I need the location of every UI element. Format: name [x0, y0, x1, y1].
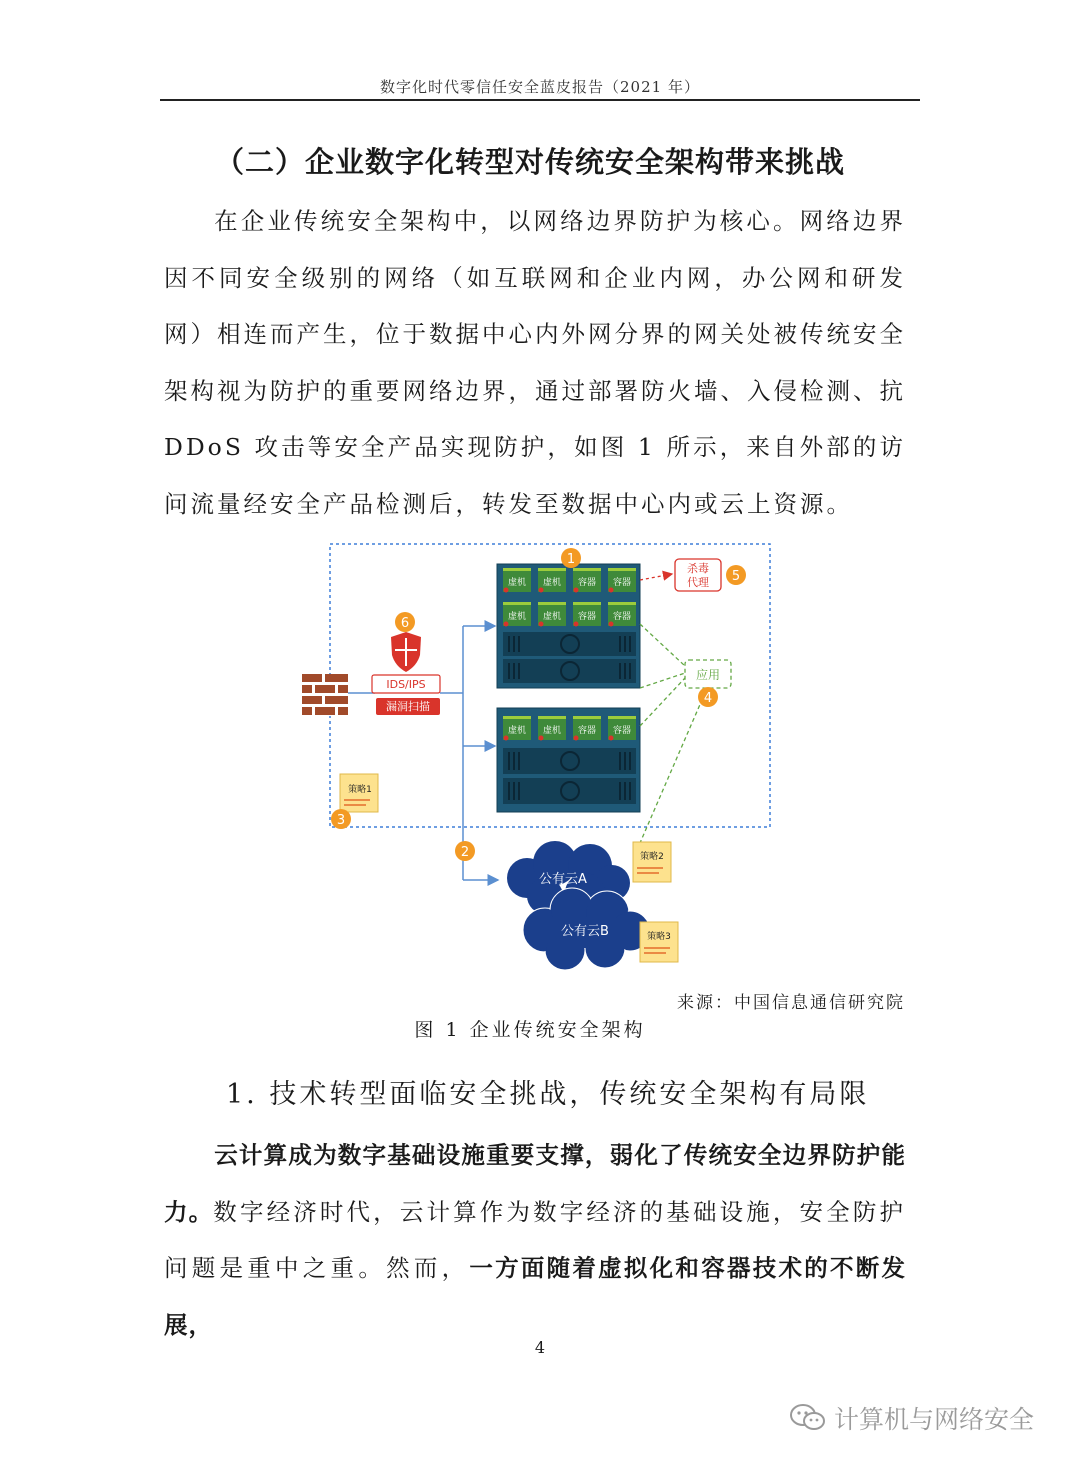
vm-label: 虚机 — [542, 578, 562, 588]
header-divider — [160, 99, 920, 101]
paragraph-2-text: 数字经济时代，云计算作为数字经济的基础设施，安全防护问题是重中之重。然而， — [164, 1197, 906, 1283]
watermark — [790, 1400, 1034, 1436]
marker-4 — [698, 687, 718, 707]
ids-ips-label: IDS/IPS — [386, 678, 426, 691]
policy-note-3 — [640, 922, 678, 962]
paragraph-1-text: 在企业传统安全架构中，以网络边界防护为核心。网络边界因不同安全级别的网络（如互联网和企业内网，办公网和研发网）相连而产生，位于数据中心内外网分界的网关处被传统安全架构视为防护的重要网络边界，通过部署防火墙、入侵检测、抗 DDoS 攻击等安全产品实现防护，如图 1 所示，来自外部的访问流量经安全产品检测后，转发至数据中心内或云上资源。 — [164, 207, 906, 518]
svg-text:3: 3 — [336, 813, 346, 828]
architecture-figure — [300, 538, 790, 978]
app-label: 应用 — [695, 668, 721, 682]
wechat-icon — [790, 1403, 826, 1433]
vm-label: 虚机 — [507, 726, 527, 736]
antivirus-label-line1: 杀毒 — [687, 562, 709, 575]
app-links — [640, 624, 708, 843]
section-title: （二）企业数字化转型对传统安全架构带来挑战 — [215, 145, 846, 179]
paragraph-1 — [164, 193, 906, 533]
container-label: 容器 — [577, 726, 597, 736]
vm-label: 虚机 — [507, 612, 527, 622]
marker-1 — [561, 548, 581, 568]
paragraph-2 — [164, 1127, 906, 1353]
policy-3-label: 策略3 — [647, 932, 671, 942]
subsection-title: 1. 技术转型面临安全挑战，传统安全架构有局限 — [226, 1079, 870, 1110]
container-label: 容器 — [612, 578, 632, 588]
svg-text:5: 5 — [731, 569, 741, 584]
marker-3 — [331, 809, 351, 829]
figure-caption-text: 图 1 企业传统安全架构 — [414, 1019, 646, 1041]
antivirus-label-line2: 代理 — [687, 576, 709, 589]
container-label: 容器 — [612, 726, 632, 736]
vm-label: 虚机 — [542, 612, 562, 622]
policy-2-label: 策略2 — [640, 852, 664, 862]
marker-6 — [395, 612, 415, 632]
server-rack-2 — [497, 708, 640, 812]
marker-2 — [455, 841, 475, 861]
vuln-scan-label: 漏洞扫描 — [386, 700, 430, 713]
vm-label: 虚机 — [507, 578, 527, 588]
page-number: 4 — [534, 1338, 546, 1357]
routing-lines — [348, 626, 498, 880]
container-label: 容器 — [612, 612, 632, 622]
policy-1-label: 策略1 — [348, 785, 372, 795]
policy-note-2 — [633, 842, 671, 882]
paragraph-2-bold-lead: 云计算成为数字基础设施重要支撑，弱化了传统安全边界防护能力。 — [164, 1141, 906, 1226]
svg-text:2: 2 — [460, 845, 470, 860]
marker-5 — [726, 565, 746, 585]
cloud-a-label: 公有云A — [539, 872, 587, 887]
svg-text:6: 6 — [400, 616, 410, 631]
server-rack-1 — [497, 564, 640, 688]
figure-caption — [0, 1015, 1080, 1042]
running-header: 数字化时代零信任安全蓝皮报告（2021 年） — [380, 78, 700, 96]
watermark-text: 计算机与网络安全 — [834, 1405, 1035, 1434]
container-label: 容器 — [577, 578, 597, 588]
vm-label: 虚机 — [542, 726, 562, 736]
svg-text:4: 4 — [703, 691, 713, 706]
figure-source: 来源：中国信息通信研究院 — [677, 993, 905, 1013]
svg-text:1: 1 — [566, 552, 576, 567]
cloud-b-label: 公有云B — [561, 924, 609, 939]
paragraph-2-bold-tail: 一方面随着虚拟化和容器技术的不断发展， — [164, 1254, 907, 1339]
container-label: 容器 — [577, 612, 597, 622]
firewall-icon — [302, 674, 348, 716]
